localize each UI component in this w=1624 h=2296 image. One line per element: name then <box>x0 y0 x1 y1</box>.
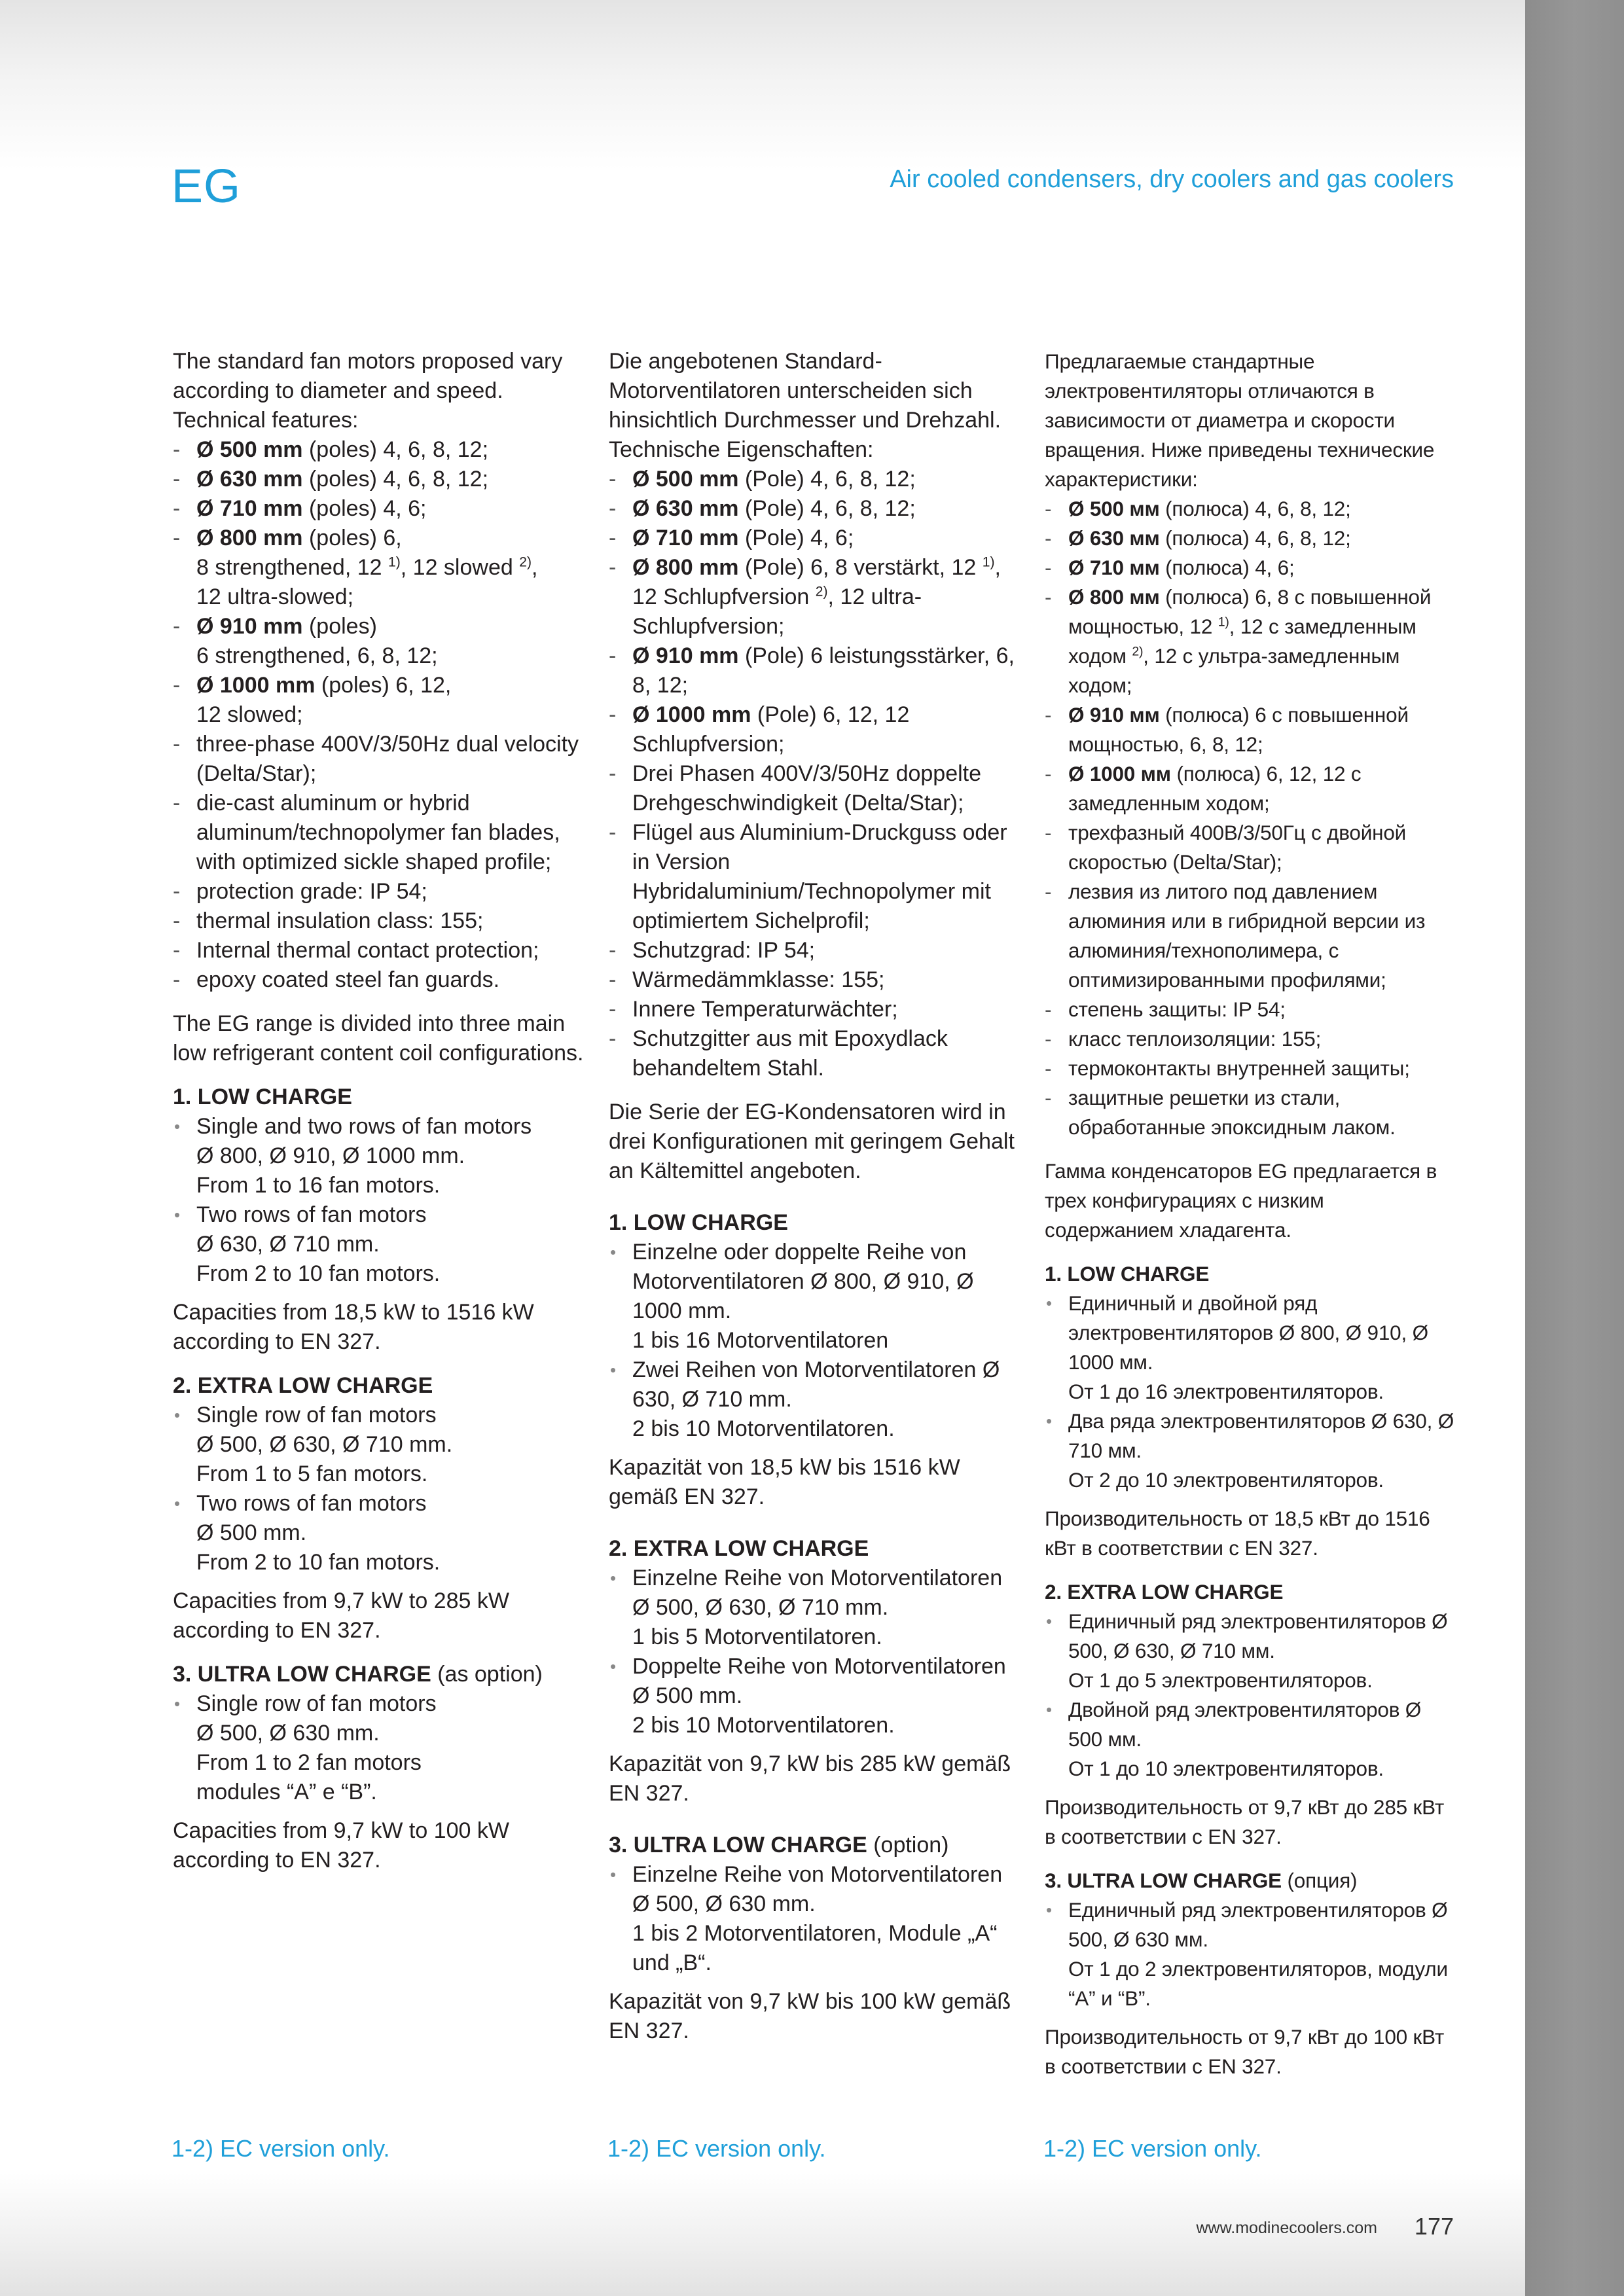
feature-item: - Innere Temperaturwächter; <box>609 995 1021 1024</box>
list-item: • Single row of fan motors Ø 500, Ø 630 mm. From 1 to 2 fan motors modules “A” e “B”. <box>173 1689 585 1807</box>
feature-item: - Ø 710 mm (poles) 4, 6; <box>173 494 585 524</box>
capacity-text: Kapazität von 18,5 kW bis 1516 kW gemäß EN 327. <box>609 1455 960 1509</box>
list-item: • Single row of fan motors Ø 500, Ø 630, Ø 710 mm. From 1 to 5 fan motors. <box>173 1401 585 1489</box>
website-link[interactable]: www.modinecoolers.com <box>1196 2219 1377 2237</box>
footnote-english: 1-2) EC version only. <box>171 2135 390 2162</box>
feature-item: - защитные решетки из стали, обработанные эпоксидным лаком. <box>1045 1083 1457 1142</box>
list-item: • Единичный и двойной ряд электровентиляторов Ø 800, Ø 910, Ø 1000 мм. От 1 до 16 электровентиляторов. <box>1045 1289 1457 1407</box>
section-title-extra-low-charge: 2. EXTRA LOW CHARGE <box>609 1536 869 1561</box>
range-text: Die Serie der EG-Kondensatoren wird in drei Konfigurationen mit geringem Gehalt an Kältemittel angeboten. <box>609 1100 1015 1183</box>
column-german <box>609 347 1021 2046</box>
list-item: • Single and two rows of fan motors Ø 800, Ø 910, Ø 1000 mm. From 1 to 16 fan motors. <box>173 1112 585 1200</box>
feature-item: - Ø 630 mm (Pole) 4, 6, 8, 12; <box>609 494 1021 524</box>
extra-low-charge-list <box>609 1564 1021 1740</box>
list-item: • Zwei Reihen von Motorventilatoren Ø 630, Ø 710 mm. 2 bis 10 Motorventilatoren. <box>609 1355 1021 1444</box>
feature-item: - лезвия из литого под давлением алюминия или в гибридной версии из алюминия/технополимера, с оптимизированными профилями; <box>1045 877 1457 995</box>
list-item: • Единичный ряд электровентиляторов Ø 500, Ø 630 мм. От 1 до 2 электровентиляторов, модули “А” и “В”. <box>1045 1895 1457 2013</box>
capacity-text: Kapazität von 9,7 kW bis 100 kW gemäß EN 327. <box>609 1989 1011 2043</box>
feature-list <box>173 435 585 995</box>
feature-item: - Flügel aus Aluminium-Druckguss oder in Version Hybridaluminium/Technopolymer mit optimiertem Sichelprofil; <box>609 818 1021 936</box>
low-charge-list <box>609 1238 1021 1444</box>
feature-item: - Ø 910 mm (poles) 6 strengthened, 6, 8, 12; <box>173 612 585 671</box>
feature-item: - термоконтакты внутренней защиты; <box>1045 1054 1457 1083</box>
feature-item: - Ø 1000 mm (Pole) 6, 12, 12 Schlupfversion; <box>609 700 1021 759</box>
range-text: Гамма конденсаторов EG предлагается в трех конфигурациях с низким содержанием хладагента. <box>1045 1159 1437 1242</box>
header-background <box>0 0 1525 170</box>
feature-item: - Schutzgitter aus mit Epoxydlack behandeltem Stahl. <box>609 1024 1021 1083</box>
feature-list <box>1045 494 1457 1142</box>
low-charge-list <box>1045 1289 1457 1495</box>
list-item: • Единичный ряд электровентиляторов Ø 500, Ø 630, Ø 710 мм. От 1 до 5 электровентиляторов. <box>1045 1607 1457 1695</box>
capacity-text: Kapazität von 9,7 kW bis 285 kW gemäß EN 327. <box>609 1751 1011 1806</box>
low-charge-list <box>173 1112 585 1289</box>
feature-item: - three-phase 400V/3/50Hz dual velocity (Delta/Star); <box>173 730 585 789</box>
feature-item: - Ø 630 mm (poles) 4, 6, 8, 12; <box>173 465 585 494</box>
section-title-extra-low-charge: 2. EXTRA LOW CHARGE <box>173 1373 433 1398</box>
list-item: • Einzelne Reihe von Motorventilatoren Ø 500, Ø 630, Ø 710 mm. 1 bis 5 Motorventilatoren. <box>609 1564 1021 1652</box>
capacity-text: Производительность от 9,7 кВт до 285 кВт в соответствии с EN 327. <box>1045 1795 1445 1848</box>
feature-item: - Ø 910 mm (Pole) 6 leistungsstärker, 6, 8, 12; <box>609 641 1021 700</box>
page-number: 177 <box>1414 2213 1454 2240</box>
feature-item: - степень защиты: IP 54; <box>1045 995 1457 1024</box>
feature-item: - Wärmedämmklasse: 155; <box>609 965 1021 995</box>
list-item: • Two rows of fan motors Ø 500 mm. From 2 to 10 fan motors. <box>173 1489 585 1577</box>
capacity-text: Capacities from 9,7 kW to 285 kW according to EN 327. <box>173 1588 509 1643</box>
column-russian <box>1045 347 1457 2081</box>
list-item: • Два ряда электровентиляторов Ø 630, Ø 710 мм. От 2 до 10 электровентиляторов. <box>1045 1407 1457 1495</box>
feature-item: - класс теплоизоляции: 155; <box>1045 1024 1457 1054</box>
feature-item: - Ø 710 мм (полюса) 4, 6; <box>1045 553 1457 583</box>
capacity-text: Производительность от 9,7 кВт до 100 кВт в соответствии с EN 327. <box>1045 2025 1445 2078</box>
feature-item: - Internal thermal contact protection; <box>173 936 585 965</box>
feature-item: - Ø 500 мм (полюса) 4, 6, 8, 12; <box>1045 494 1457 524</box>
feature-item: - thermal insulation class: 155; <box>173 906 585 936</box>
list-item: • Einzelne Reihe von Motorventilatoren Ø 500, Ø 630 mm. 1 bis 2 Motorventilatoren, Module „A“ und „B“. <box>609 1860 1021 1978</box>
feature-item: - Ø 800 mm (poles) 6, 8 strengthened, 12 $^{1)}$, 12 slowed $^{2)}$, 12 ultra-slowed; <box>173 524 585 612</box>
list-item: • Two rows of fan motors Ø 630, Ø 710 mm. From 2 to 10 fan motors. <box>173 1200 585 1289</box>
list-item: • Doppelte Reihe von Motorventilatoren Ø 500 mm. 2 bis 10 Motorventilatoren. <box>609 1652 1021 1740</box>
section-title-ultra-low-charge: 3. ULTRA LOW CHARGE (option) <box>609 1833 949 1857</box>
list-item: • Einzelne oder doppelte Reihe von Motorventilatoren Ø 800, Ø 910, Ø 1000 mm. 1 bis 16 Motorventilatoren <box>609 1238 1021 1355</box>
list-item: • Двойной ряд электровентиляторов Ø 500 мм. От 1 до 10 электровентиляторов. <box>1045 1695 1457 1784</box>
ultra-low-charge-list <box>609 1860 1021 1978</box>
feature-list <box>609 465 1021 1083</box>
ultra-low-charge-list <box>173 1689 585 1807</box>
section-title-ultra-low-charge: 3. ULTRA LOW CHARGE (as option) <box>173 1662 543 1687</box>
side-tab-bar <box>1525 0 1624 2296</box>
intro-text: The standard fan motors proposed vary according to diameter and speed. Technical features: <box>173 349 563 433</box>
feature-item: - Ø 800 мм (полюса) 6, 8 с повышенной мощностью, 12 $^{1)}$, 12 с замедленным ходом $^{2)}$, 12 с ультра-замедленным ходом; <box>1045 583 1457 700</box>
footnote-russian: 1-2) EC version only. <box>1043 2135 1262 2162</box>
feature-item: - epoxy coated steel fan guards. <box>173 965 585 995</box>
page-title: Air cooled condensers, dry coolers and gas coolers <box>890 166 1454 193</box>
section-title-low-charge: 1. LOW CHARGE <box>1045 1262 1210 1285</box>
capacity-text: Capacities from 18,5 kW to 1516 kW according to EN 327. <box>173 1300 534 1354</box>
feature-item: - Ø 1000 mm (poles) 6, 12, 12 slowed; <box>173 671 585 730</box>
feature-item: - Schutzgrad: IP 54; <box>609 936 1021 965</box>
feature-item: - Drei Phasen 400V/3/50Hz doppelte Drehgeschwindigkeit (Delta/Star); <box>609 759 1021 818</box>
feature-item: - die-cast aluminum or hybrid aluminum/technopolymer fan blades, with optimized sickle shaped profile; <box>173 789 585 877</box>
intro-text: Die angebotenen Standard-Motorventilatoren unterscheiden sich hinsichtlich Durchmesser und Drehzahl. Technische Eigenschaften: <box>609 349 1001 462</box>
feature-item: - Ø 630 мм (полюса) 4, 6, 8, 12; <box>1045 524 1457 553</box>
ultra-low-charge-list <box>1045 1895 1457 2013</box>
feature-item: - Ø 1000 мм (полюса) 6, 12, 12 с замедленным ходом; <box>1045 759 1457 818</box>
feature-item: - Ø 800 mm (Pole) 6, 8 verstärkt, 12 $^{1)}$, 12 Schlupfversion $^{2)}$, 12 ultra-Schlupfversion; <box>609 553 1021 641</box>
section-title-low-charge: 1. LOW CHARGE <box>173 1085 352 1109</box>
column-english <box>173 347 585 1875</box>
section-title-extra-low-charge: 2. EXTRA LOW CHARGE <box>1045 1580 1284 1604</box>
extra-low-charge-list <box>173 1401 585 1577</box>
product-code: EG <box>171 160 242 213</box>
capacity-text: Capacities from 9,7 kW to 100 kW according to EN 327. <box>173 1818 509 1873</box>
feature-item: - protection grade: IP 54; <box>173 877 585 906</box>
intro-text: Предлагаемые стандартные электровентиляторы отличаются в зависимости от диаметра и скорости вращения. Ниже приведены технические характеристики: <box>1045 350 1435 491</box>
section-title-low-charge: 1. LOW CHARGE <box>609 1210 788 1235</box>
extra-low-charge-list <box>1045 1607 1457 1784</box>
range-text: The EG range is divided into three main low refrigerant content coil configurations. <box>173 1011 584 1066</box>
footnote-german: 1-2) EC version only. <box>607 2135 826 2162</box>
feature-item: - Ø 910 мм (полюса) 6 с повышенной мощностью, 6, 8, 12; <box>1045 700 1457 759</box>
capacity-text: Производительность от 18,5 кВт до 1516 кВт в соответствии с EN 327. <box>1045 1507 1430 1560</box>
feature-item: - Ø 500 mm (poles) 4, 6, 8, 12; <box>173 435 585 465</box>
feature-item: - Ø 500 mm (Pole) 4, 6, 8, 12; <box>609 465 1021 494</box>
feature-item: - Ø 710 mm (Pole) 4, 6; <box>609 524 1021 553</box>
feature-item: - трехфазный 400В/3/50Гц с двойной скоростью (Delta/Star); <box>1045 818 1457 877</box>
section-title-ultra-low-charge: 3. ULTRA LOW CHARGE (опция) <box>1045 1869 1358 1892</box>
